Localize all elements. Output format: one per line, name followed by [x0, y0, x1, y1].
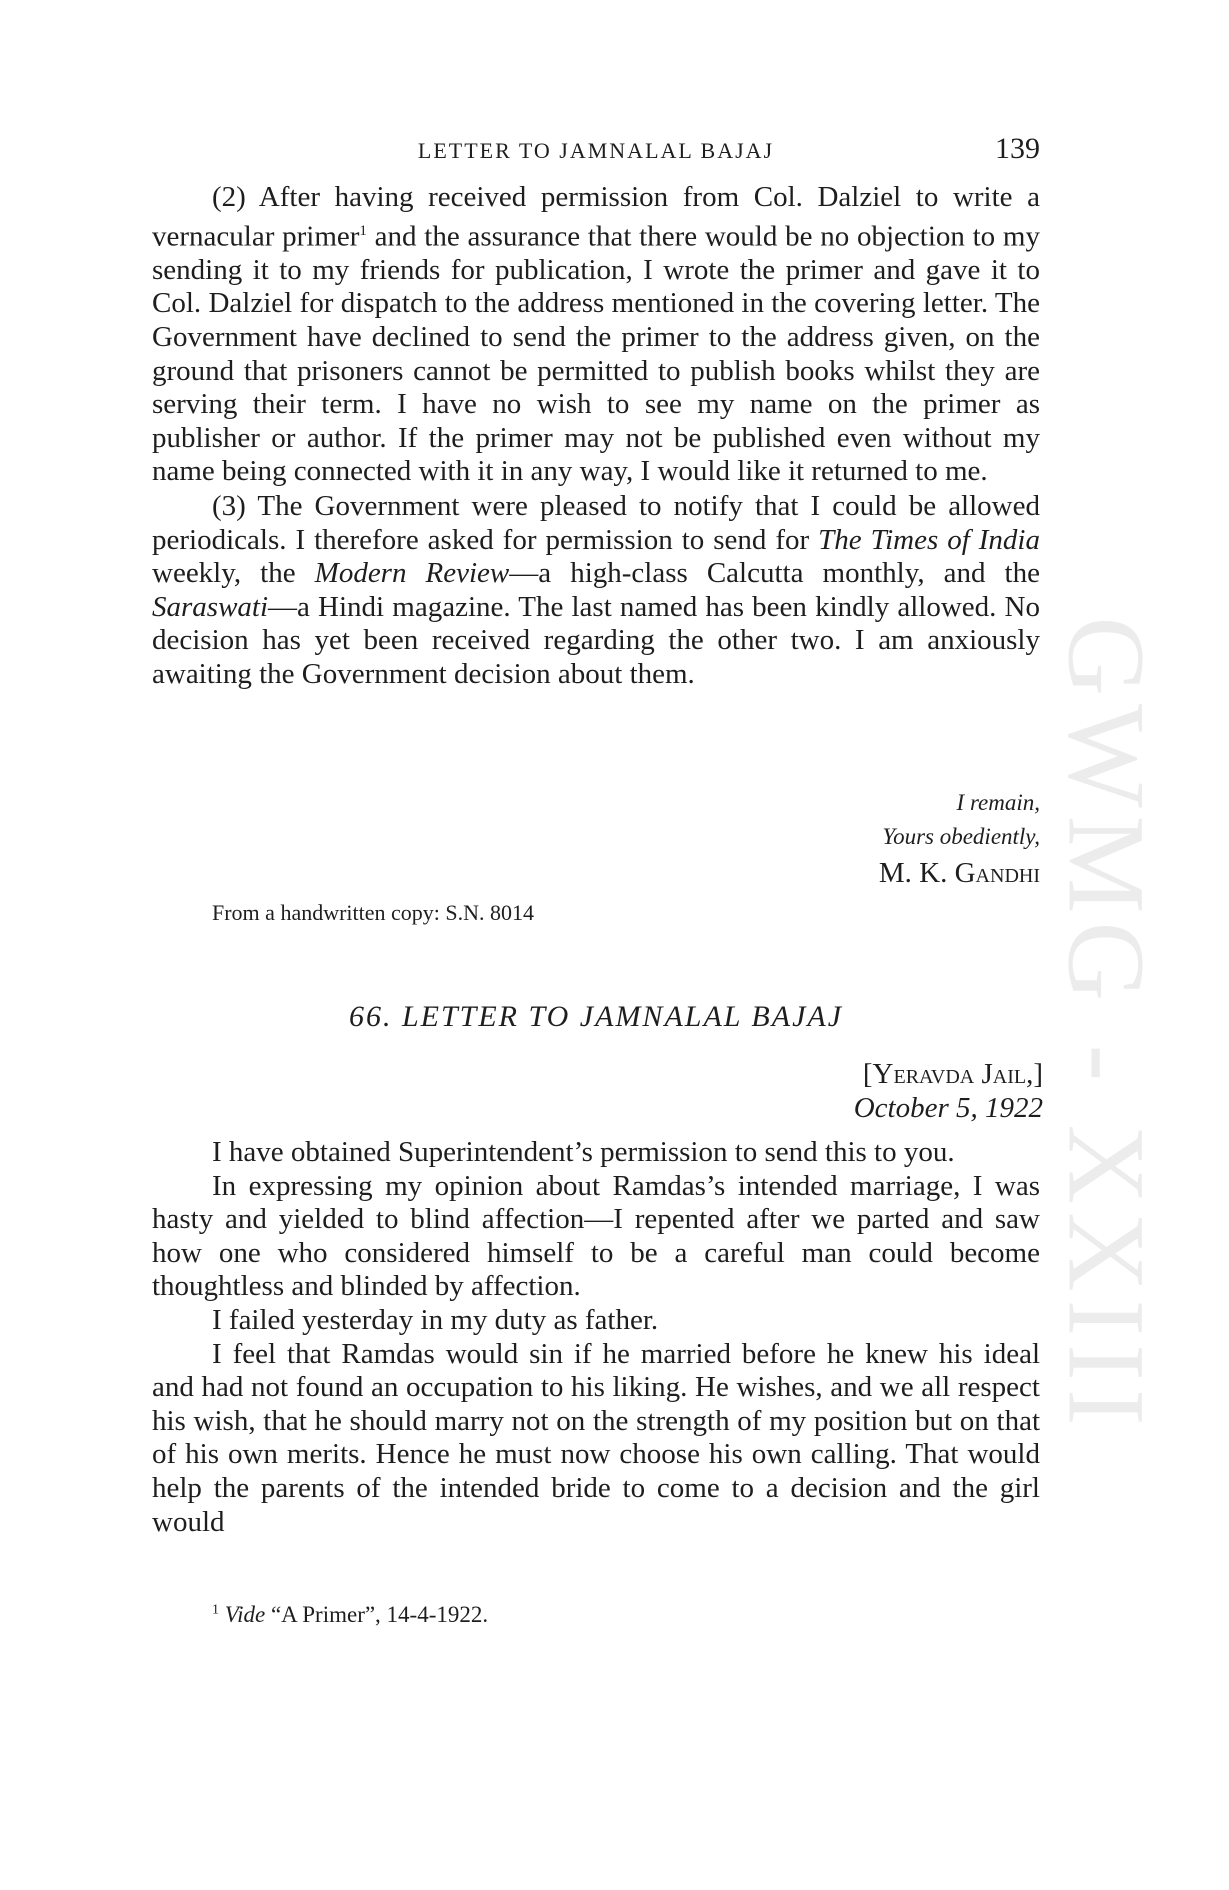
closing-obediently: Yours obediently, — [882, 824, 1040, 849]
letter-body-2 — [152, 1136, 1040, 1539]
periodical-title: Saraswati — [152, 590, 269, 623]
paragraph: I feel that Ramdas would sin if he married before he knew his ideal and had not found an occupation to his liking. He wishes, and we all respect his wish, that he should marry not on the strength of my position but on that of his own merits. Hence he must now choose his own calling. That would help the parents of the intended bride to come to a decision and the girl would — [152, 1337, 1040, 1538]
letter-body-1 — [152, 181, 1040, 692]
signature: M. K. Gandhi — [878, 857, 1040, 889]
document-page: GWMG - XXIII LETTER TO JAMNALAL BAJAJ 139 (2) After having received permission from Col. Dalziel to write a vernacular primer$^1$ and the assurance that there would be no objection to my sending it to my friends for publication, I wrote the primer and gave it to Col. Dalziel for dispatch to the address mentioned in the covering letter. The Government have declined to send the primer to the address given, on the ground that prisoners cannot be permitted to publish books whilst they are serving their term. I have no wish to see my name on the primer as publisher or author. If the primer may not be published even without my name being connected with it in any way, I would like it returned to me. (3) The Government were pleased to notify that I could be allowed periodicals. I therefore asked for permission to send for The Times of India weekly, the Modern Review—a high-class Calcutta monthly, and the Saraswati—a Hindi magazine. The last named has been kindly allowed. No decision has yet been received regarding the other two. I am anxiously awaiting the Government decision about them. I remain, Yours obediently, M. K. Gandhi From a handwritten copy: S.N. 8014 66. LETTER TO JAMNALAL BAJAJ [Yeravda Jail,] October 5, 1922 I have obtained Superintendent’s permission to send this to you. In expressing my opinion about Ramdas’s intended marriage, I was hasty and yielded to blind affection—I repented after we parted and saw how one who considered himself to be a careful man could become thoughtless and blinded by affection. I failed yesterday in my duty as father. I feel that Ramdas would sin if he married before he knew his ideal and had not found an occupation to his liking. He wishes, and we all respect his wish, that he should marry not on the strength of my position but on that of his own merits. Hence he must now choose his own calling. That would help the parents of the intended bride to come to a decision and the girl would $^1$ Vide “A Primer”, 14-4-1922. — [152, 132, 1168, 1627]
footnote-marker: 1 — [359, 222, 367, 239]
paragraph-2: (2) After having received permission from Col. Dalziel to write a vernacular primer$^1$ and the assurance that there would be no objection to my sending it to my friends for publication, I wrote the primer and gave it to Col. Dalziel for dispatch to the address mentioned in the covering letter. The Government have declined to send the primer to the address given, on the ground that prisoners cannot be permitted to publish books whilst they are serving their term. I have no wish to see my name on the primer as publisher or author. If the primer may not be published even without my name being connected with it in any way, I would like it returned to me. — [152, 181, 1040, 488]
footnote — [212, 1602, 488, 1628]
paragraph-3: (3) The Government were pleased to notify that I could be allowed periodicals. I therefore asked for permission to send for The Times of India weekly, the Modern Review—a high-class Calcutta monthly, and the Saraswati—a Hindi magazine. The last named has been kindly allowed. No decision has yet been received regarding the other two. I am anxiously awaiting the Government decision about them. — [152, 490, 1040, 690]
closing-remain: I remain, — [956, 790, 1040, 815]
periodical-title: The Times of India — [818, 523, 1040, 556]
paragraph: I have obtained Superintendent’s permission to send this to you. — [212, 1136, 955, 1168]
periodical-title: Modern Review — [314, 557, 510, 590]
source-note: From a handwritten copy: S.N. 8014 — [212, 900, 535, 925]
date-line: October 5, 1922 — [853, 1092, 1043, 1124]
footnote-number: 1 — [212, 1602, 219, 1618]
place-line: [Yeravda Jail,] — [862, 1058, 1043, 1090]
paragraph: In expressing my opinion about Ramdas’s intended marriage, I was hasty and yielded to blind affection—I repented after we parted and saw how one who considered himself to be a careful man could become thoughtless and blinded by affection. — [152, 1169, 1040, 1303]
paragraph: I failed yesterday in my duty as father. — [212, 1303, 659, 1336]
closing-block — [879, 786, 1040, 892]
document-heading: 66. LETTER TO JAMNALAL BAJAJ — [348, 1000, 844, 1033]
page-header — [152, 134, 1040, 174]
page-number: 139 — [995, 132, 1040, 165]
footnote-text: “A Primer”, 14-4-1922. — [265, 1602, 489, 1627]
footnote-vide: Vide — [224, 1602, 266, 1627]
running-head: LETTER TO JAMNALAL BAJAJ — [417, 138, 775, 163]
